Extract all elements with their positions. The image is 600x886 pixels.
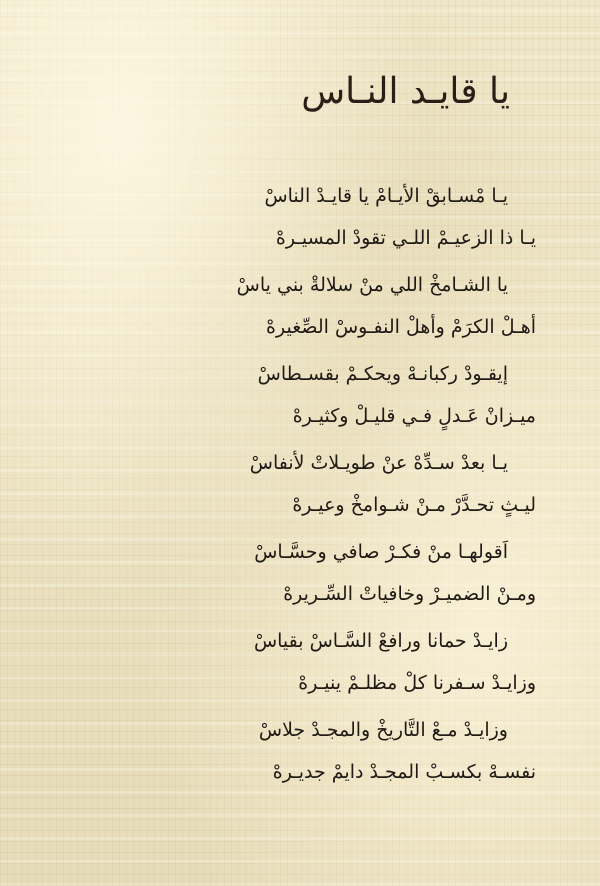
stanza-7 bbox=[0, 716, 600, 805]
stanza-6 bbox=[0, 627, 600, 716]
verse-line: وزايـدْ مـعْ التَّاريخْ والمجـدْ جلاسْ bbox=[258, 719, 508, 741]
verse-line: أهـلْ الكرَمْ وأهلْ النفـوسْ الصِّغيرهْ bbox=[266, 316, 536, 338]
verse-line: يـا بعدْ سـدِّهْ عنْ طويـلاتْ لأنفاسْ bbox=[249, 452, 508, 474]
verse-line: وزايـدْ سـفرنا كلْ مظلـمْ ينيـرهْ bbox=[298, 672, 536, 694]
verse-line: يا الشـامخْ اللي منْ سلالةْ بني ياسْ bbox=[236, 274, 508, 296]
poem-body bbox=[0, 182, 600, 805]
stanza-5 bbox=[0, 538, 600, 627]
verse-line: ليـثٍ تحـدَّرْ مـنْ شـوامخْ وعيـرهْ bbox=[292, 494, 536, 516]
stanza-2 bbox=[0, 271, 600, 360]
verse-line: إيقـودْ ركبانـهْ ويحكـمْ بقسـطاسْ bbox=[257, 363, 508, 385]
stanza-3 bbox=[0, 360, 600, 449]
verse-line: ومـنْ الضميـرْ وخافياتْ السِّـريرهْ bbox=[283, 583, 536, 605]
verse-line: ميـزانْ عَـدلٍ فـي قليـلْ وكثيـرهْ bbox=[292, 405, 536, 427]
stanza-1 bbox=[0, 182, 600, 271]
verse-line: يـا ذا الزعيـمْ اللـي تقودْ المسيـرهْ bbox=[275, 227, 536, 249]
verse-line: يـا مْسـابقْ الأيـامْ يا قايـدْ الناسْ bbox=[264, 185, 508, 207]
poem-title: يا قايـد النـاس bbox=[301, 71, 510, 112]
verse-line: زايـدْ حمانا ورافعْ السَّـاسْ بقياسْ bbox=[253, 630, 508, 652]
verse-line: اَقولهـا منْ فكـرْ صافي وحسَّـاسْ bbox=[254, 541, 508, 563]
stanza-4 bbox=[0, 449, 600, 538]
verse-line: نفسـهْ بكسـبْ المجـدْ دايمْ جديـرهْ bbox=[272, 761, 536, 783]
